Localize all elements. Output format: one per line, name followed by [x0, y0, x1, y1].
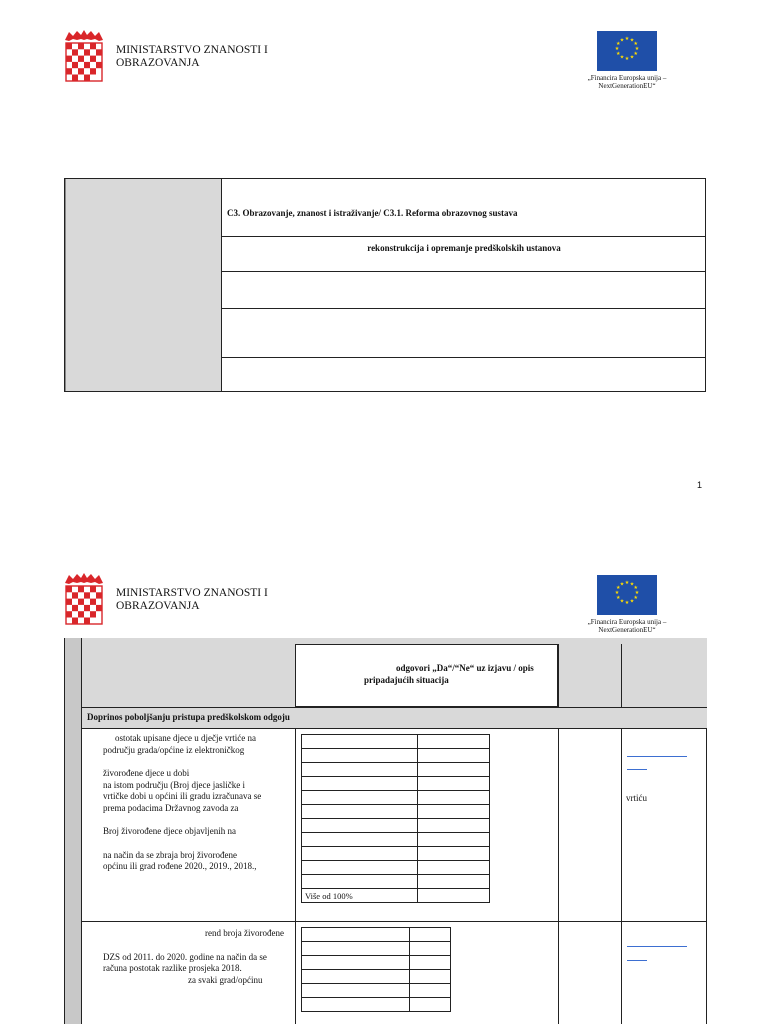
svg-text:★: ★ [619, 37, 625, 44]
hyperlink-underline[interactable] [627, 756, 687, 757]
table-label-column [65, 179, 221, 391]
croatia-coat-of-arms-logo [63, 30, 105, 82]
column-divider [295, 729, 296, 1024]
svg-text:★: ★ [629, 581, 635, 588]
row-divider [222, 308, 706, 309]
criterion-2-line1: rend broja živorođene [205, 928, 284, 938]
svg-text:★: ★ [629, 598, 635, 605]
criterion-1-line1: ostotak upisane djece u dječje vrtiće na [115, 733, 256, 743]
svg-text:★: ★ [624, 56, 630, 62]
header-answers-cell [295, 644, 558, 707]
hyperlink-underline[interactable] [627, 769, 647, 770]
svg-text:★: ★ [616, 585, 621, 591]
hyperlink-underline[interactable] [627, 960, 647, 961]
grid-last-row-label: Više od 100% [302, 889, 418, 903]
criterion-1-line2: području grada/općine iz elektroničkog [103, 744, 245, 755]
ministry-name [116, 44, 268, 70]
criterion-1-line8: na način da se zbraja broj živorođene [103, 849, 237, 860]
column-divider [621, 729, 622, 1024]
svg-text:★: ★ [614, 46, 620, 52]
left-edge [65, 179, 66, 391]
svg-text:★: ★ [616, 595, 621, 601]
ministry-name-line2: OBRAZOVANJA [116, 57, 200, 69]
svg-text:★: ★ [634, 46, 640, 52]
ministry-name [116, 587, 268, 613]
eu-caption-line1: „Financira Europska unija – [587, 74, 667, 82]
svg-text:★: ★ [619, 598, 625, 605]
eu-caption-line2: NextGenerationEU“ [598, 82, 656, 90]
croatia-coat-of-arms-logo [63, 573, 105, 625]
criterion-1-side-text: vrtiću [626, 793, 647, 803]
criterion-1-score-grid [301, 734, 490, 903]
row-divider [222, 357, 706, 358]
investment-title: rekonstrukcija i opremanje predškolskih ustanova [367, 243, 561, 253]
ministry-name-line1: MINISTARSTVO ZNANOSTI I [116, 587, 268, 599]
svg-text:★: ★ [616, 41, 621, 47]
criterion-2-line3: računa postotak razlike prosjeka 2018. [103, 963, 242, 973]
hyperlink-underline[interactable] [627, 946, 687, 947]
svg-text:★: ★ [629, 37, 635, 44]
criterion-1-line9: općinu ili grad rođene 2020., 2019., 2018., [103, 861, 257, 871]
svg-text:★: ★ [624, 36, 630, 42]
criterion-1-line6: prema podacima Državnog zavoda za [103, 802, 239, 813]
header-answers-line1: odgovori „Da“/“Ne“ uz izjavu / opis [396, 663, 534, 673]
ministry-name-line1: MINISTARSTVO ZNANOSTI I [116, 44, 268, 56]
criterion-2-description [103, 928, 293, 986]
column-divider [221, 179, 222, 391]
criterion-1-line4: na istom području (Broj djece jasličke i [103, 779, 245, 790]
page-number: 1 [697, 480, 703, 490]
section-title: Doprinos poboljšanju pristupa predškolskom odgoju [87, 712, 290, 722]
svg-text:★: ★ [634, 590, 640, 596]
criterion-2-line4: za svaki grad/općinu [188, 974, 263, 985]
criterion-1-line7: Broj živorođene djece objavljenih na [103, 826, 236, 836]
svg-text:★: ★ [614, 590, 620, 596]
criterion-2-line2: DZS od 2011. do 2020. godine na način da se [103, 951, 267, 962]
row-divider [82, 921, 707, 922]
table-left-stripe [65, 638, 82, 1024]
eu-caption-line2: NextGenerationEU“ [598, 626, 656, 634]
section-title-row [82, 707, 707, 729]
component-title: C3. Obrazovanje, znanost i istraživanje/ C3.1. Reforma obrazovnog sustava [227, 208, 518, 218]
row-divider [222, 271, 706, 272]
column-divider [621, 644, 622, 707]
criterion-1-line5: vrtičke dobi u općini ili gradu izračunava se [103, 791, 262, 801]
svg-text:★: ★ [633, 51, 638, 57]
svg-text:★: ★ [619, 54, 625, 61]
column-divider [558, 729, 559, 1024]
svg-text:★: ★ [616, 51, 621, 57]
criteria-table [64, 638, 707, 1024]
svg-text:★: ★ [633, 585, 638, 591]
svg-text:★: ★ [629, 54, 635, 61]
svg-text:★: ★ [633, 595, 638, 601]
criterion-1-line3: živorođene djece u dobi [103, 768, 190, 778]
eu-funding-caption [575, 618, 679, 634]
criterion-1-description [103, 733, 293, 873]
eu-funding-caption [575, 74, 679, 90]
criterion-2-score-grid [301, 927, 451, 1012]
svg-text:★: ★ [624, 580, 630, 586]
project-info-table [64, 178, 706, 392]
column-divider [558, 644, 559, 707]
svg-text:★: ★ [624, 600, 630, 606]
header-answers-line2: pripadajućih situacija [364, 675, 449, 685]
eu-flag-logo [597, 575, 657, 615]
svg-text:★: ★ [619, 581, 625, 588]
ministry-name-line2: OBRAZOVANJA [116, 600, 200, 612]
eu-flag-logo [597, 31, 657, 71]
eu-caption-line1: „Financira Europska unija – [587, 618, 667, 626]
row-divider [222, 236, 706, 237]
svg-text:★: ★ [633, 41, 638, 47]
